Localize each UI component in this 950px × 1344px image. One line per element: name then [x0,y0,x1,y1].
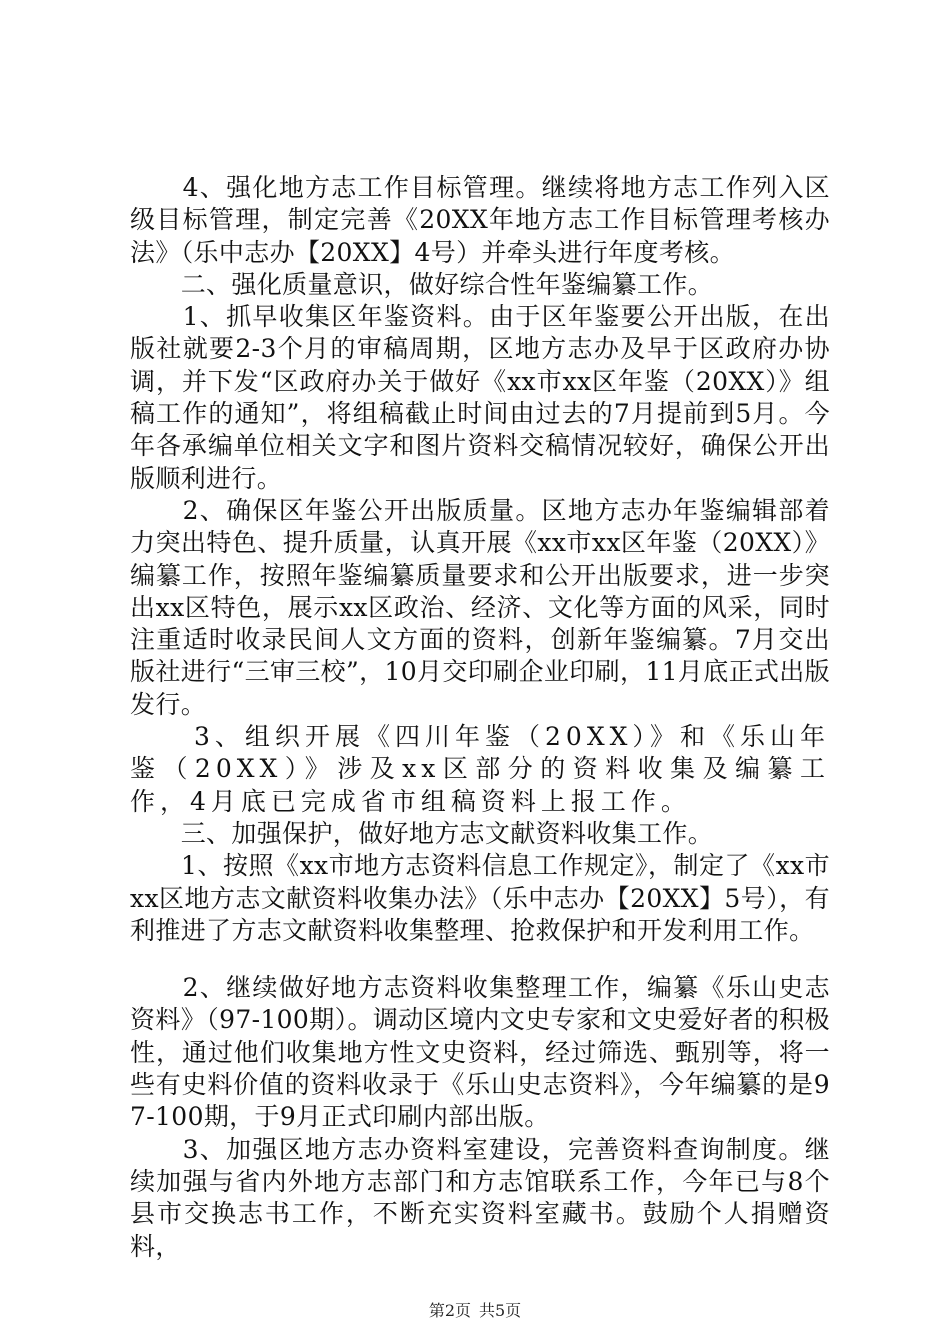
paragraph-reference-room: 3、加强区地方志办资料室建设，完善资料查询制度。继续加强与省内外地方志部门和方志馆联系工作，今年已与8个县市交换志书工作，不断充实资料室藏书。鼓励个人捐赠资料， [130,1134,830,1261]
paragraph-provincial-yearbooks: 3、组织开展《四川年鉴（20XX）》和《乐山年鉴（20XX）》涉及xx区部分的资料收集及编纂工作，4月底已完成省市组稿资料上报工作。 [130,722,830,816]
page-number-total: 共5页 [479,1301,522,1320]
paragraph-collection-rules: 1、按照《xx市地方志资料信息工作规定》，制定了《xx市xx区地方志文献资料收集办法》（乐中志办【20XX】5号），有利推进了方志文献资料收集整理、抢救保护和开发利用工作。 [130,851,830,945]
paragraph-collect-yearbook-materials: 1、抓早收集区年鉴资料。由于区年鉴要公开出版，在出版社就要2-3个月的审稿周期，区地方志办及早于区政府办协调，并下发“区政府办关于做好《xx市xx区年鉴（20XX）》组稿工作的通知”，将组稿截止时间由过去的7月提前到5月。今年各承编单位相关文字和图片资料交稿情况较好，确保公开出版顺利进行。 [130,302,830,493]
section-heading-yearbook: 二、强化质量意识，做好综合性年鉴编纂工作。 [130,269,714,299]
document-body [130,172,830,1263]
section-heading-protection: 三、加强保护，做好地方志文献资料收集工作。 [130,818,714,848]
paragraph-gap [130,947,830,972]
paragraph-yearbook-quality: 2、确保区年鉴公开出版质量。区地方志办年鉴编辑部着力突出特色、提升质量，认真开展《xx市xx区年鉴（20XX）》编纂工作，按照年鉴编纂质量要求和公开出版要求，进一步突出xx区特色，展示xx区政治、经济、文化等方面的风采，同时注重适时收录民间人文方面的资料，创新年鉴编纂。7月交出版社进行“三审三校”，10月交印刷企业印刷，11月底正式出版发行。 [130,495,830,719]
paragraph-goal-management: 4、强化地方志工作目标管理。继续将地方志工作列入区级目标管理，制定完善《20XX年地方志工作目标管理考核办法》（乐中志办【20XX】4号）并牵头进行年度考核。 [130,173,830,267]
paragraph-historical-materials: 2、继续做好地方志资料收集整理工作，编纂《乐山史志资料》（97-100期）。调动区境内文史专家和文史爱好者的积极性，通过他们收集地方性文史资料，经过筛选、甄别等，将一些有史料价值的资料收录于《乐山史志资料》，今年编纂的是97-100期，于9月正式印刷内部出版。 [130,973,830,1132]
page-number-current: 第2页 [428,1301,471,1320]
page-footer [0,1301,950,1321]
